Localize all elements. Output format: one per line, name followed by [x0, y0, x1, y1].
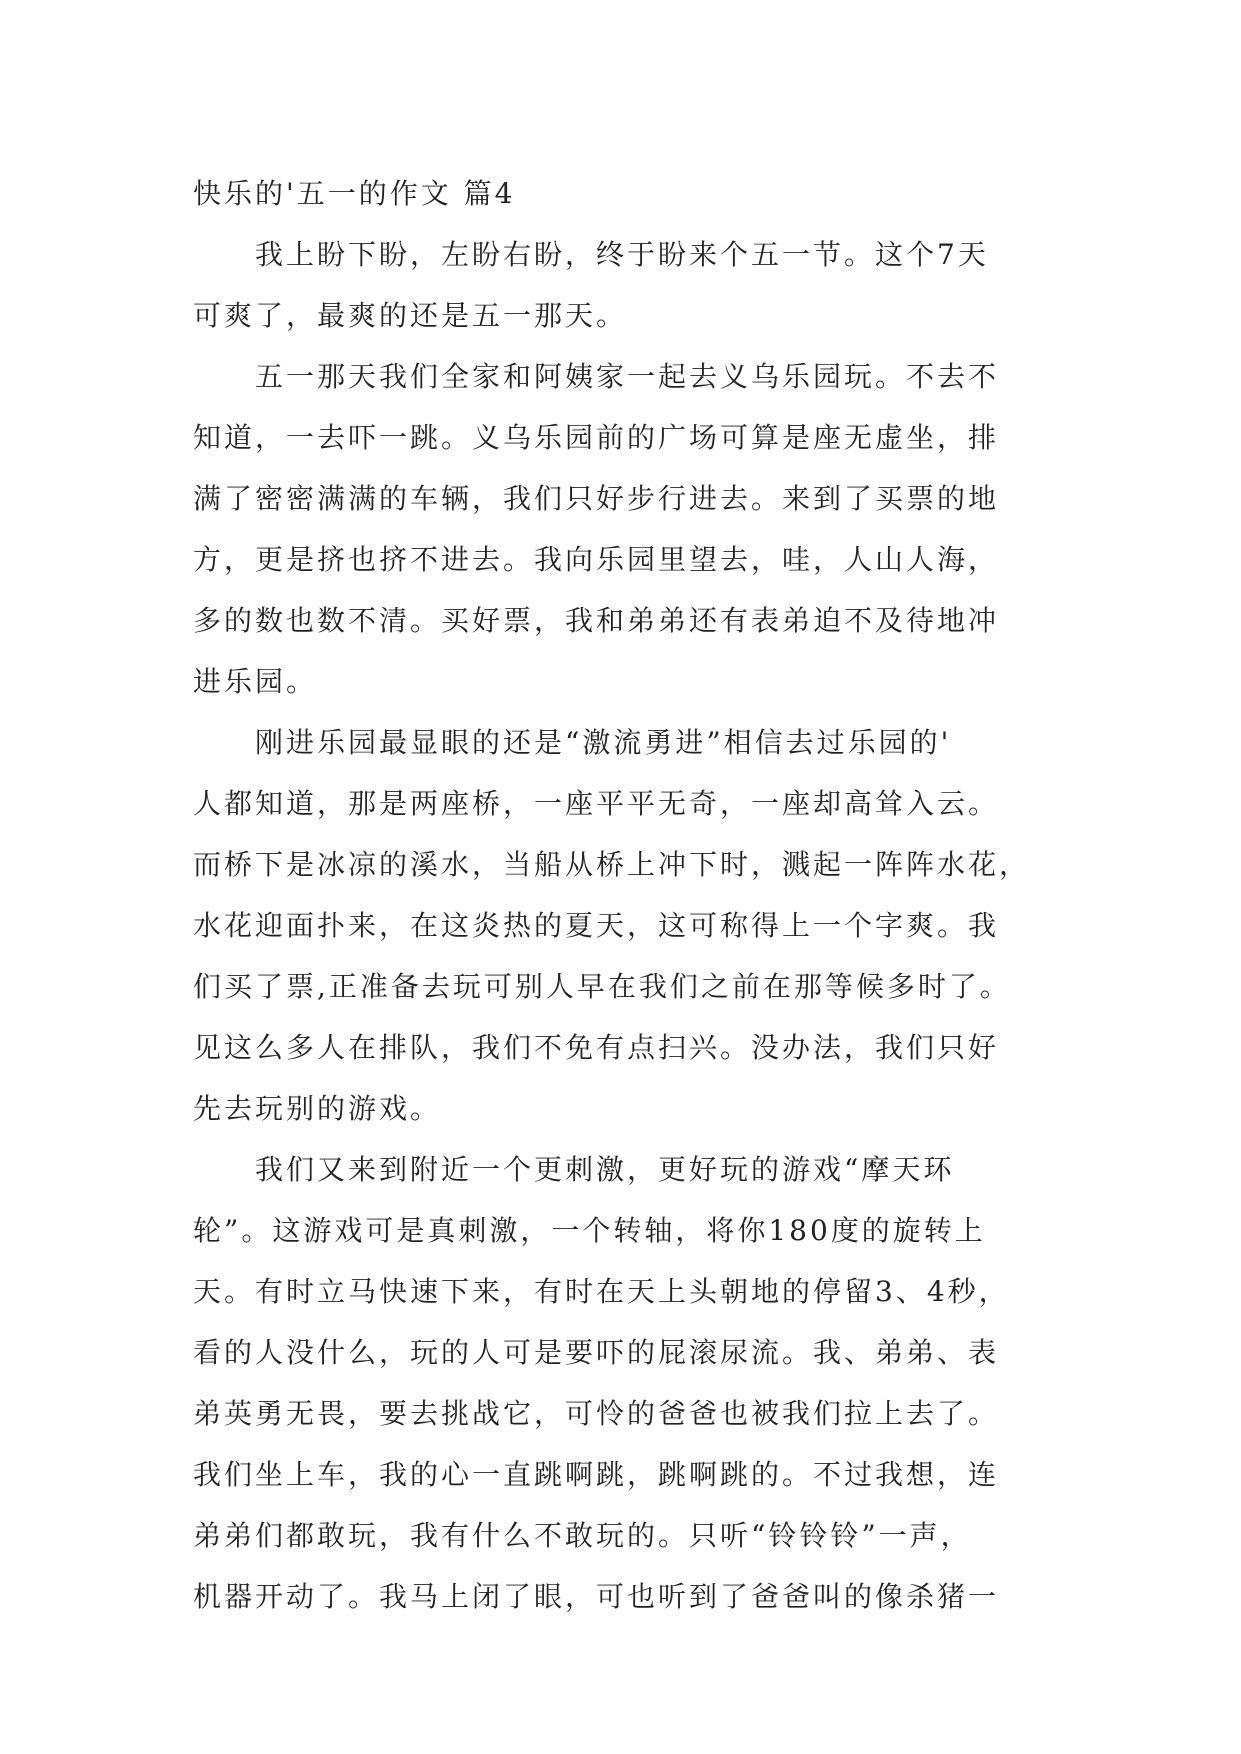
text-line: 天。有时立马快速下来，有时在天上头朝地的停留3、4秒， [193, 1275, 1010, 1308]
paragraph-3 [193, 712, 1053, 1139]
text-line: 进乐园。 [193, 665, 318, 698]
text-line: 水花迎面扑来，在这炎热的夏天，这可称得上一个字爽。我 [193, 909, 1000, 942]
text-line: 弟英勇无畏，要去挑战它，可怜的爸爸也被我们拉上去了。 [193, 1397, 1000, 1430]
text-line: 满了密密满满的车辆，我们只好步行进去。来到了买票的地 [193, 482, 1000, 515]
text-line: 方，更是挤也挤不进去。我向乐园里望去，哇，人山人海， [193, 543, 1000, 576]
text-line: 而桥下是冰凉的溪水，当船从桥上冲下时，溅起一阵阵水花， [193, 848, 1031, 881]
paragraph-1 [193, 224, 1053, 346]
text-line: 我们坐上车，我的心一直跳啊跳，跳啊跳的。不过我想，连 [193, 1458, 1000, 1491]
paragraph-2 [193, 346, 1053, 712]
text-line: 我上盼下盼，左盼右盼，终于盼来个五一节。这个7天 [255, 238, 989, 271]
paragraph-4 [193, 1139, 1053, 1627]
text-line: 刚进乐园最显眼的还是“激流勇进”相信去过乐园的' [255, 726, 952, 759]
document-title: 快乐的'五一的作文 篇4 [193, 177, 516, 210]
text-line: 机器开动了。我马上闭了眼，可也听到了爸爸叫的像杀猪一 [193, 1580, 1000, 1613]
text-line: 看的人没什么，玩的人可是要吓的屁滚尿流。我、弟弟、表 [193, 1336, 1000, 1369]
text-line: 先去玩别的游戏。 [193, 1092, 442, 1125]
text-line: 多的数也数不清。买好票，我和弟弟还有表弟迫不及待地冲 [193, 604, 1000, 637]
text-line: 五一那天我们全家和阿姨家一起去义乌乐园玩。不去不 [255, 360, 1000, 393]
text-line: 弟弟们都敢玩，我有什么不敢玩的。只听“铃铃铃”一声， [193, 1519, 972, 1552]
document-body [193, 163, 1053, 1627]
text-line: 可爽了，最爽的还是五一那天。 [193, 299, 628, 332]
text-line: 知道，一去吓一跳。义乌乐园前的广场可算是座无虚坐，排 [193, 421, 1000, 454]
text-line: 人都知道，那是两座桥，一座平平无奇，一座却高耸入云。 [193, 787, 1000, 820]
text-line: 见这么多人在排队，我们不免有点扫兴。没办法，我们只好 [193, 1031, 1000, 1064]
text-line: 我们又来到附近一个更刺激，更好玩的游戏“摩天环 [255, 1153, 955, 1186]
text-line: 轮”。这游戏可是真刺激，一个转轴，将你180度的旋转上 [193, 1214, 986, 1247]
text-line: 们买了票,正准备去玩可别人早在我们之前在那等候多时了。 [193, 970, 1011, 1003]
